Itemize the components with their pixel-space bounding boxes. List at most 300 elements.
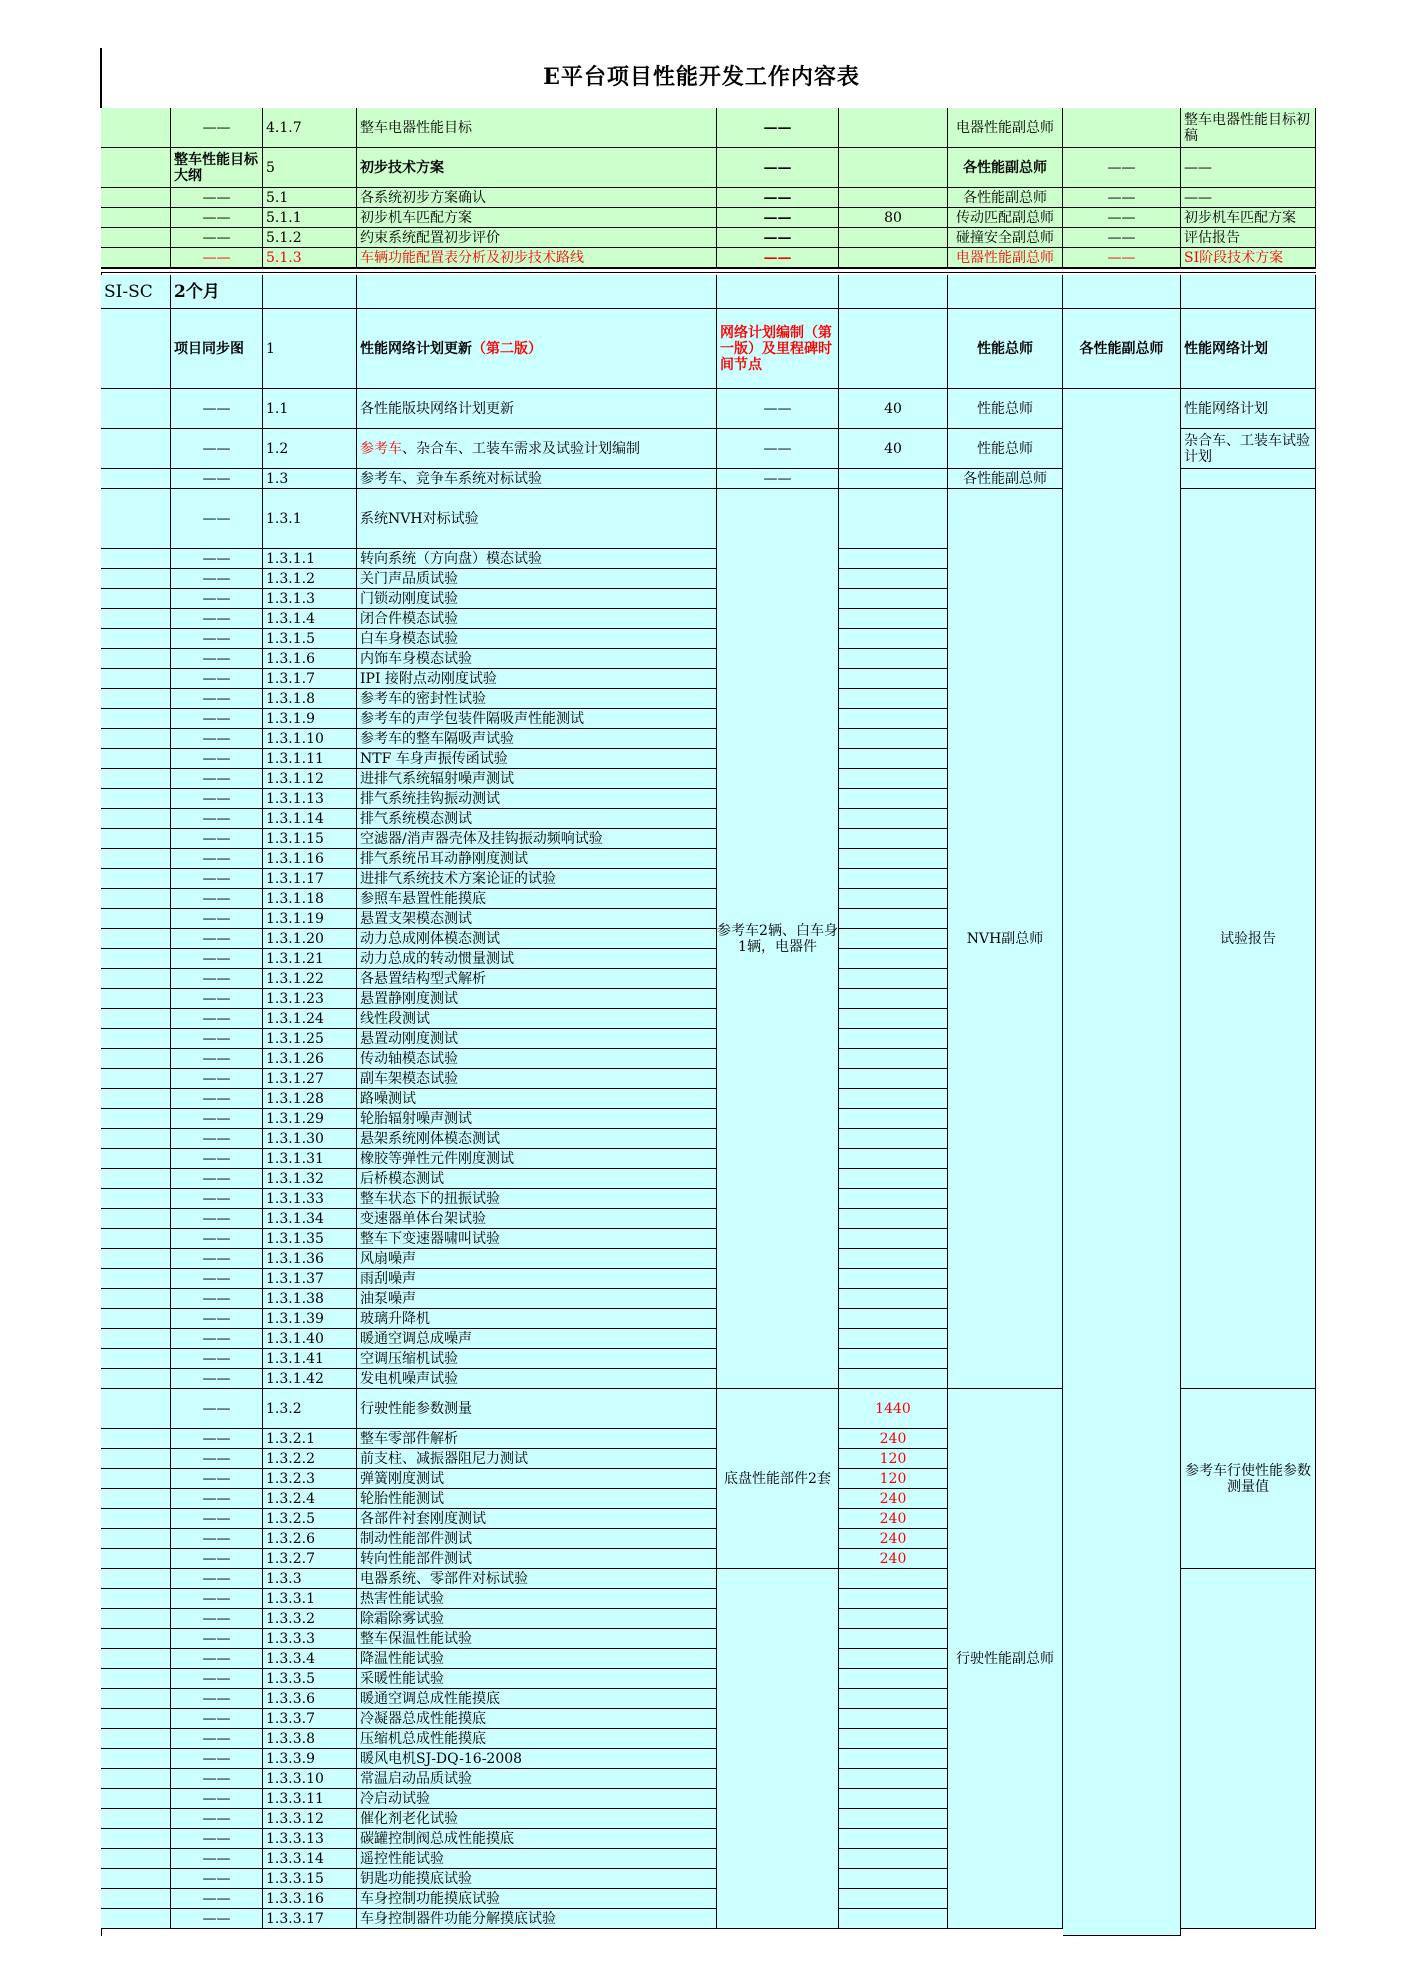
item-title: 降温性能试验: [357, 1649, 717, 1669]
item-number: 1.3.3: [263, 1569, 357, 1589]
item-title: 副车架模态试验: [357, 1069, 717, 1089]
dash-cell: ——: [171, 1269, 263, 1289]
dash-cell: ——: [171, 1709, 263, 1729]
hours-cell: [839, 729, 948, 749]
item-title: 关门声品质试验: [357, 569, 717, 589]
hours-cell: [839, 589, 948, 609]
co-owner-cell: 各性能副总师: [1063, 309, 1181, 389]
row-margin-cell: [101, 1469, 171, 1489]
nvh-sample-cell: 参考车2辆、白车身1辆，电器件: [717, 489, 839, 1389]
row-margin-cell: [101, 108, 171, 148]
item-number: 5.1.2: [263, 228, 357, 248]
item-number: 1.3.1.39: [263, 1309, 357, 1329]
row-margin-cell: [101, 1869, 171, 1889]
dash-cell: ——: [171, 1869, 263, 1889]
item-title: 参照车悬置性能摸底: [357, 889, 717, 909]
hours-cell: [839, 1909, 948, 1929]
row-margin-cell: [101, 309, 171, 389]
row-margin-cell: [101, 1729, 171, 1749]
item-title: 线性段测试: [357, 1009, 717, 1029]
hours-cell: [839, 1709, 948, 1729]
row-margin-cell: [101, 1109, 171, 1129]
co-owner-merged: [1063, 389, 1181, 1936]
hours-cell: [839, 1369, 948, 1389]
item-title: 暖风电机SJ-DQ-16-2008: [357, 1749, 717, 1769]
deliverable-cell: ——: [1181, 188, 1316, 208]
item-title: 碳罐控制阀总成性能摸底: [357, 1829, 717, 1849]
hours-cell: [839, 248, 948, 268]
owner-cell: 碰撞安全副总师: [948, 228, 1063, 248]
deliverable-cell: [1181, 469, 1316, 489]
row-margin-cell: [101, 469, 171, 489]
item-title: 约束系统配置初步评价: [357, 228, 717, 248]
item-number: 1.3.1.20: [263, 929, 357, 949]
dash-cell: ——: [171, 729, 263, 749]
dash-cell: ——: [171, 1309, 263, 1329]
item-number: 5.1: [263, 188, 357, 208]
item-title: 变速器单体台架试验: [357, 1209, 717, 1229]
item-number: 1.3.3.9: [263, 1749, 357, 1769]
row-margin-cell: [101, 769, 171, 789]
owner-cell: 电器性能副总师: [948, 108, 1063, 148]
hours-cell: [839, 869, 948, 889]
item-title: 参考车、竞争车系统对标试验: [357, 469, 717, 489]
row-margin-cell: [101, 1909, 171, 1929]
item-number: 1.3.1: [263, 489, 357, 549]
elec-deliverable-cell: [1181, 1569, 1316, 1929]
owner-cell: 电器性能副总师: [948, 248, 1063, 268]
item-title: 悬置静刚度测试: [357, 989, 717, 1009]
hours-cell: 120: [839, 1449, 948, 1469]
elec-sample-cell: [717, 1569, 839, 1929]
hours-cell: [839, 188, 948, 208]
row-margin-cell: [101, 609, 171, 629]
row-margin-cell: [101, 709, 171, 729]
item-number: 1.3.1.36: [263, 1249, 357, 1269]
item-title: 车身控制功能摸底试验: [357, 1889, 717, 1909]
item-number: 1.3.3.7: [263, 1709, 357, 1729]
item-title: 系统NVH对标试验: [357, 489, 717, 549]
row-margin-cell: [101, 989, 171, 1009]
hours-cell: [839, 649, 948, 669]
row-margin-cell: [101, 248, 171, 268]
item-title: 各悬置结构型式解析: [357, 969, 717, 989]
item-number: 1.3.3.8: [263, 1729, 357, 1749]
item-title: 初步技术方案: [357, 148, 717, 188]
item-number: 1.3.2.7: [263, 1549, 357, 1569]
dash-cell: ——: [171, 1529, 263, 1549]
row-margin-cell: [101, 1309, 171, 1329]
dash-cell: ——: [171, 1909, 263, 1929]
row-margin-cell: [101, 729, 171, 749]
item-title: 各系统初步方案确认: [357, 188, 717, 208]
dash-cell: ——: [171, 929, 263, 949]
hours-cell: [839, 1809, 948, 1829]
hours-cell: [839, 1689, 948, 1709]
row-margin-cell: [101, 589, 171, 609]
row-margin-cell: [101, 789, 171, 809]
hours-cell: [839, 469, 948, 489]
dash-cell: ——: [171, 1049, 263, 1069]
hours-cell: 1440: [839, 1389, 948, 1429]
deliverable-cell: 评估报告: [1181, 228, 1316, 248]
hours-cell: [839, 1789, 948, 1809]
co-owner-cell: ——: [1063, 188, 1181, 208]
item-number: 1.3.1.35: [263, 1229, 357, 1249]
dash-cell: ——: [171, 1009, 263, 1029]
item-title: 动力总成刚体模态测试: [357, 929, 717, 949]
item-number: 1.3.1.42: [263, 1369, 357, 1389]
row-margin-cell: [101, 969, 171, 989]
row-margin-cell: [101, 929, 171, 949]
row-margin-cell: [101, 949, 171, 969]
hours-cell: [839, 148, 948, 188]
dash-cell: ——: [171, 248, 263, 268]
item-number: 1.1: [263, 389, 357, 429]
item-number: 5: [263, 148, 357, 188]
row-margin-cell: [101, 1509, 171, 1529]
dash-cell: ——: [171, 1169, 263, 1189]
page-title: E平台项目性能开发工作内容表: [543, 64, 860, 90]
item-number: 1.3.1.1: [263, 549, 357, 569]
hours-cell: [839, 1729, 948, 1749]
row-margin-cell: [101, 1649, 171, 1669]
item-number: 1.3.3.15: [263, 1869, 357, 1889]
hours-cell: [839, 1329, 948, 1349]
item-number: 1.3.2.3: [263, 1469, 357, 1489]
row-margin-cell: [101, 649, 171, 669]
row-margin-cell: [101, 889, 171, 909]
item-title: 整车下变速器啸叫试验: [357, 1229, 717, 1249]
dash-cell: ——: [171, 1149, 263, 1169]
hours-cell: [839, 849, 948, 869]
item-number: 1.3.1.11: [263, 749, 357, 769]
item-number: 1.3.1.15: [263, 829, 357, 849]
row-margin-cell: [101, 1149, 171, 1169]
item-title: 门锁动刚度试验: [357, 589, 717, 609]
item-number: 1.3.3.3: [263, 1629, 357, 1649]
row-margin-cell: [101, 188, 171, 208]
dash-cell: ——: [171, 1649, 263, 1669]
item-number: 1.3.2: [263, 1389, 357, 1429]
deliverable-cell: SI阶段技术方案: [1181, 248, 1316, 268]
row-margin-cell: [101, 1689, 171, 1709]
category-cell: 整车性能目标大纲: [171, 148, 263, 188]
row-margin-cell: [101, 1369, 171, 1389]
item-number: 1.3.1.32: [263, 1169, 357, 1189]
item-number: 1.3.3.1: [263, 1589, 357, 1609]
row-margin-cell: [101, 1329, 171, 1349]
item-title: 前支柱、减振器阻尼力测试: [357, 1449, 717, 1469]
item-number: 1.3.3.12: [263, 1809, 357, 1829]
row-margin-cell: [101, 208, 171, 228]
hours-cell: 40: [839, 429, 948, 469]
row-margin-cell: [101, 1429, 171, 1449]
header-left-border: [100, 48, 102, 108]
item-title: 行驶性能参数测量: [357, 1389, 717, 1429]
item-title: 雨刮噪声: [357, 1269, 717, 1289]
row-margin-cell: [101, 869, 171, 889]
hours-cell: [839, 1229, 948, 1249]
dash-cell: ——: [171, 389, 263, 429]
item-title: 冷凝器总成性能摸底: [357, 1709, 717, 1729]
hours-cell: [839, 1069, 948, 1089]
item-number: 1.3.1.12: [263, 769, 357, 789]
row-margin-cell: [101, 389, 171, 429]
dash-cell: ——: [171, 429, 263, 469]
row-margin-cell: [101, 1089, 171, 1109]
item-number: 1.3.1.31: [263, 1149, 357, 1169]
item-number: 1.3.1.13: [263, 789, 357, 809]
row-margin-cell: [101, 909, 171, 929]
item-number: 1: [263, 309, 357, 389]
empty-cell: [948, 275, 1063, 309]
row-margin-cell: [101, 1229, 171, 1249]
item-title: 进排气系统辐射噪声测试: [357, 769, 717, 789]
dash-cell: ——: [171, 949, 263, 969]
basis-cell: ——: [717, 148, 839, 188]
hours-cell: [839, 609, 948, 629]
hours-cell: [839, 1249, 948, 1269]
item-number: 1.3.1.41: [263, 1349, 357, 1369]
co-owner-cell: ——: [1063, 148, 1181, 188]
item-number: 5.1.3: [263, 248, 357, 268]
dash-cell: ——: [171, 749, 263, 769]
dash-cell: ——: [171, 909, 263, 929]
dash-cell: ——: [171, 1109, 263, 1129]
dash-cell: ——: [171, 208, 263, 228]
item-title: 转向性能部件测试: [357, 1549, 717, 1569]
item-title: 整车零部件解析: [357, 1429, 717, 1449]
row-margin-cell: [101, 1589, 171, 1609]
row-margin-cell: [101, 829, 171, 849]
hours-cell: [839, 489, 948, 549]
item-title: 各部件衬套刚度测试: [357, 1509, 717, 1529]
hours-cell: [839, 1289, 948, 1309]
row-margin-cell: [101, 689, 171, 709]
hours-cell: [839, 1029, 948, 1049]
dash-cell: ——: [171, 649, 263, 669]
row-margin-cell: [101, 1289, 171, 1309]
item-title: 性能网络计划更新 （第二版）: [357, 309, 717, 389]
hours-cell: [839, 1769, 948, 1789]
item-number: 1.3.1.30: [263, 1129, 357, 1149]
deliverable-cell: 初步机车匹配方案: [1181, 208, 1316, 228]
item-number: 1.3.1.33: [263, 1189, 357, 1209]
co-owner-cell: [1063, 108, 1181, 148]
hours-cell: 240: [839, 1509, 948, 1529]
empty-cell: [357, 275, 717, 309]
row-margin-cell: [101, 849, 171, 869]
hours-cell: 240: [839, 1529, 948, 1549]
owner-cell: 性能总师: [948, 309, 1063, 389]
row-margin-cell: [101, 1029, 171, 1049]
item-number: 1.3.3.17: [263, 1909, 357, 1929]
item-number: 1.3.1.27: [263, 1069, 357, 1089]
row-margin-cell: [101, 1669, 171, 1689]
item-title: 暖通空调总成性能摸底: [357, 1689, 717, 1709]
row-margin-cell: [101, 1449, 171, 1469]
item-number: 1.3.1.18: [263, 889, 357, 909]
dash-cell: ——: [171, 1629, 263, 1649]
owner-cell: 各性能副总师: [948, 188, 1063, 208]
item-number: 1.3.2.4: [263, 1489, 357, 1509]
dash-cell: ——: [171, 709, 263, 729]
co-owner-cell: ——: [1063, 228, 1181, 248]
dash-cell: ——: [171, 1189, 263, 1209]
hours-cell: [839, 1629, 948, 1649]
item-title: 排气系统吊耳动静刚度测试: [357, 849, 717, 869]
item-title: 空调压缩机试验: [357, 1349, 717, 1369]
hours-cell: [839, 1309, 948, 1329]
hours-cell: [839, 1849, 948, 1869]
phase-duration: 2个月: [171, 275, 263, 309]
hours-cell: [839, 569, 948, 589]
row-margin-cell: [101, 489, 171, 549]
hours-cell: [839, 929, 948, 949]
item-number: 1.3.3.4: [263, 1649, 357, 1669]
basis-cell: ——: [717, 188, 839, 208]
hours-cell: [839, 108, 948, 148]
dash-cell: ——: [171, 1449, 263, 1469]
dash-cell: ——: [171, 1089, 263, 1109]
item-title: 热害性能试验: [357, 1589, 717, 1609]
item-title: 白车身模态试验: [357, 629, 717, 649]
row-margin-cell: [101, 148, 171, 188]
row-margin-cell: [101, 1489, 171, 1509]
hours-cell: [839, 1009, 948, 1029]
item-number: 1.3.1.28: [263, 1089, 357, 1109]
owner-cell: 性能总师: [948, 389, 1063, 429]
row-margin-cell: [101, 1389, 171, 1429]
row-margin-cell: [101, 1569, 171, 1589]
item-number: 1.3.1.6: [263, 649, 357, 669]
item-number: 1.3.2.1: [263, 1429, 357, 1449]
row-margin-cell: [101, 629, 171, 649]
empty-cell: [263, 275, 357, 309]
hours-cell: [839, 789, 948, 809]
hours-cell: [839, 1269, 948, 1289]
item-number: 1.3.3.16: [263, 1889, 357, 1909]
hours-cell: [839, 309, 948, 389]
dash-cell: ——: [171, 969, 263, 989]
item-number: 1.3.3.13: [263, 1829, 357, 1849]
row-margin-cell: [101, 809, 171, 829]
row-margin-cell: [101, 1009, 171, 1029]
dash-cell: ——: [171, 1569, 263, 1589]
hours-cell: [839, 1049, 948, 1069]
item-title: 弹簧刚度测试: [357, 1469, 717, 1489]
item-title: 传动轴模态试验: [357, 1049, 717, 1069]
hours-cell: [839, 1609, 948, 1629]
item-title: 闭合件模态试验: [357, 609, 717, 629]
ride-owner-cell: 行驶性能副总师: [948, 1389, 1063, 1929]
item-title: 催化剂老化试验: [357, 1809, 717, 1829]
deliverable-cell: 整车电器性能目标初稿: [1181, 108, 1316, 148]
dash-cell: ——: [171, 989, 263, 1009]
hours-cell: 240: [839, 1549, 948, 1569]
dash-cell: ——: [171, 1829, 263, 1849]
item-number: 1.3.1.24: [263, 1009, 357, 1029]
dash-cell: ——: [171, 689, 263, 709]
item-number: 1.3.1.5: [263, 629, 357, 649]
dash-cell: ——: [171, 1769, 263, 1789]
row-margin-cell: [101, 549, 171, 569]
item-title: 排气系统模态测试: [357, 809, 717, 829]
item-number: 1.3.1.40: [263, 1329, 357, 1349]
dash-cell: ——: [171, 1029, 263, 1049]
dash-cell: ——: [171, 829, 263, 849]
row-margin-cell: [101, 429, 171, 469]
hours-cell: [839, 829, 948, 849]
item-title: 遥控性能试验: [357, 1849, 717, 1869]
hours-cell: [839, 1349, 948, 1369]
dash-cell: ——: [171, 629, 263, 649]
row-margin-cell: [101, 1129, 171, 1149]
dash-cell: ——: [171, 1489, 263, 1509]
basis-cell: ——: [717, 228, 839, 248]
category-cell: 项目同步图: [171, 309, 263, 389]
hours-cell: [839, 709, 948, 729]
item-number: 1.3.1.26: [263, 1049, 357, 1069]
row-margin-cell: [101, 1169, 171, 1189]
item-number: 1.3.1.8: [263, 689, 357, 709]
hours-cell: [839, 989, 948, 1009]
item-number: 1.3.2.5: [263, 1509, 357, 1529]
item-number: 1.3.1.2: [263, 569, 357, 589]
item-title: 悬架系统刚体模态测试: [357, 1129, 717, 1149]
item-title: 参考车的声学包装件隔吸声性能测试: [357, 709, 717, 729]
row-margin-cell: [101, 1549, 171, 1569]
item-number: 1.3.1.38: [263, 1289, 357, 1309]
item-title: 轮胎性能测试: [357, 1489, 717, 1509]
item-number: 1.3.1.29: [263, 1109, 357, 1129]
item-title: 路噪测试: [357, 1089, 717, 1109]
dash-cell: ——: [171, 1729, 263, 1749]
dash-cell: ——: [171, 1609, 263, 1629]
hours-cell: 240: [839, 1489, 948, 1509]
item-number: 1.3.1.19: [263, 909, 357, 929]
row-margin-cell: [101, 1769, 171, 1789]
hours-cell: [839, 1209, 948, 1229]
dash-cell: ——: [171, 1549, 263, 1569]
item-title: 轮胎辐射噪声测试: [357, 1109, 717, 1129]
dash-cell: ——: [171, 1889, 263, 1909]
item-title: 动力总成的转动惯量测试: [357, 949, 717, 969]
basis-cell: ——: [717, 429, 839, 469]
dash-cell: ——: [171, 1329, 263, 1349]
row-margin-cell: [101, 1829, 171, 1849]
item-number: 1.3: [263, 469, 357, 489]
item-title: 常温启动品质试验: [357, 1769, 717, 1789]
item-number: 1.3.1.7: [263, 669, 357, 689]
row-margin-cell: [101, 1069, 171, 1089]
hours-cell: [839, 749, 948, 769]
hours-cell: [839, 809, 948, 829]
item-title: 参考车的整车隔吸声试验: [357, 729, 717, 749]
empty-cell: [839, 275, 948, 309]
item-number: 4.1.7: [263, 108, 357, 148]
hours-cell: [839, 1669, 948, 1689]
item-title: 各性能版块网络计划更新: [357, 389, 717, 429]
owner-cell: 性能总师: [948, 429, 1063, 469]
dash-cell: ——: [171, 1369, 263, 1389]
dash-cell: ——: [171, 1689, 263, 1709]
item-number: 1.3.3.6: [263, 1689, 357, 1709]
hours-cell: 240: [839, 1429, 948, 1449]
hours-cell: 120: [839, 1469, 948, 1489]
row-margin-cell: [101, 228, 171, 248]
